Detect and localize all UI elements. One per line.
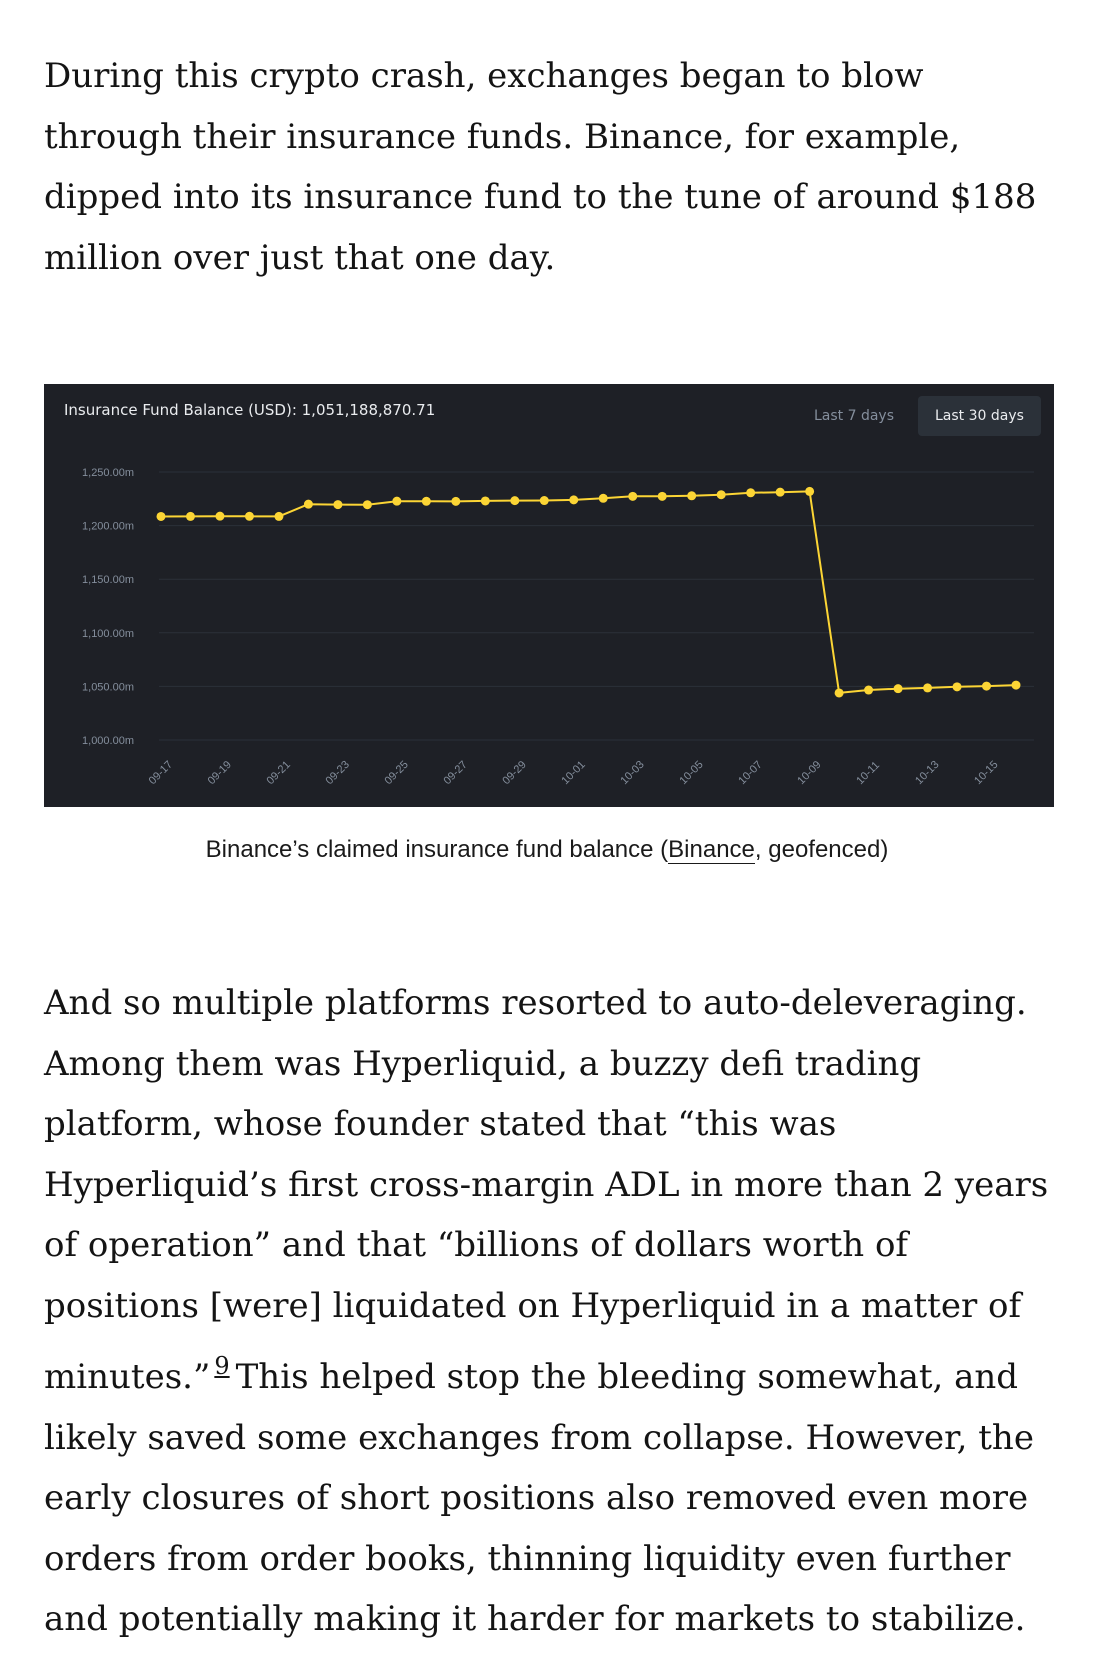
x-tick-label: 09-23 xyxy=(323,758,352,788)
data-point xyxy=(835,688,844,697)
y-tick-label: 1,050.00m xyxy=(82,681,134,694)
x-tick-label: 10-13 xyxy=(913,758,942,788)
data-point xyxy=(510,496,519,505)
paragraph-2-continuation: This helped stop the bleeding somewhat, and likely saved some exchanges from collapse. However, the early closures of short positions also removed even more orders from order books, thinning liquidity even further and potentially making it harder for markets to stabilize. xyxy=(44,1357,1034,1639)
data-point xyxy=(923,683,932,692)
data-point xyxy=(717,490,726,499)
data-point xyxy=(864,686,873,695)
x-tick-label: 10-09 xyxy=(795,758,824,788)
y-tick-label: 1,200.00m xyxy=(82,520,134,533)
data-point xyxy=(333,500,342,509)
series-line xyxy=(161,491,1016,693)
x-tick-label: 10-07 xyxy=(736,758,765,788)
data-point xyxy=(304,500,313,509)
data-point xyxy=(540,496,549,505)
last-7-days-button[interactable]: Last 7 days xyxy=(814,408,895,424)
data-point xyxy=(422,497,431,506)
data-point xyxy=(451,497,460,506)
article-paragraph-2 xyxy=(44,973,1054,1650)
data-point xyxy=(687,491,696,500)
data-point xyxy=(1012,681,1021,690)
insurance-fund-chart-panel xyxy=(44,384,1054,807)
x-tick-label: 10-03 xyxy=(618,758,647,788)
data-point xyxy=(363,500,372,509)
x-tick-label: 09-17 xyxy=(146,758,176,788)
y-tick-label: 1,000.00m xyxy=(82,735,134,747)
x-tick-label: 10-01 xyxy=(559,758,588,788)
y-tick-label: 1,150.00m xyxy=(82,574,134,587)
x-tick-label: 10-15 xyxy=(972,758,1001,788)
y-tick-label: 1,100.00m xyxy=(82,627,134,640)
data-point xyxy=(599,494,608,503)
x-tick-label: 09-27 xyxy=(441,758,470,788)
last-30-days-button[interactable]: Last 30 days xyxy=(918,396,1041,436)
x-tick-label: 09-29 xyxy=(500,758,529,788)
paragraph-2-quote-text: And so multiple platforms resorted to auto-deleveraging. Among them was Hyperliquid, a buzzy defi trading platform, whose founder stated that “this was Hyperliquid’s first cross-margin ADL in more than 2 years of operation” and that “billions of dollars worth of positions [were] liquidated on Hyperliquid in a matter of minutes.” xyxy=(44,983,1049,1397)
data-point xyxy=(776,488,785,497)
figure-caption xyxy=(0,836,1094,864)
binance-source-link[interactable]: Binance xyxy=(668,836,755,863)
data-point xyxy=(215,512,224,521)
data-point xyxy=(157,512,166,521)
y-tick-label: 1,250.00m xyxy=(82,467,134,479)
x-tick-label: 10-05 xyxy=(677,758,706,788)
data-point xyxy=(392,497,401,506)
x-tick-label: 10-11 xyxy=(854,759,883,788)
data-point xyxy=(274,512,283,521)
data-point xyxy=(746,488,755,497)
article-paragraph-1: During this crypto crash, exchanges began to blow through their insurance funds. Binance, for example, dipped into its insurance fund to the tune of around $188 million over just that one day. xyxy=(44,56,1037,278)
caption-text-end: , geofenced) xyxy=(754,836,889,863)
data-point xyxy=(982,682,991,691)
insurance-fund-chart xyxy=(44,384,1054,807)
chart-title: Insurance Fund Balance (USD): 1,051,188,870.71 xyxy=(64,401,436,419)
data-point xyxy=(481,496,490,505)
data-point xyxy=(953,682,962,691)
data-point xyxy=(186,512,195,521)
data-point xyxy=(805,487,814,496)
data-point xyxy=(894,684,903,693)
footnote-link[interactable]: 9 xyxy=(214,1352,230,1380)
data-point xyxy=(628,492,637,501)
caption-text: Binance’s claimed insurance fund balance ( xyxy=(205,836,669,863)
data-point xyxy=(658,492,667,501)
x-tick-label: 09-19 xyxy=(205,758,234,788)
x-tick-label: 09-21 xyxy=(264,758,293,788)
data-point xyxy=(569,495,578,504)
data-point xyxy=(245,512,254,521)
x-tick-label: 09-25 xyxy=(382,758,411,788)
